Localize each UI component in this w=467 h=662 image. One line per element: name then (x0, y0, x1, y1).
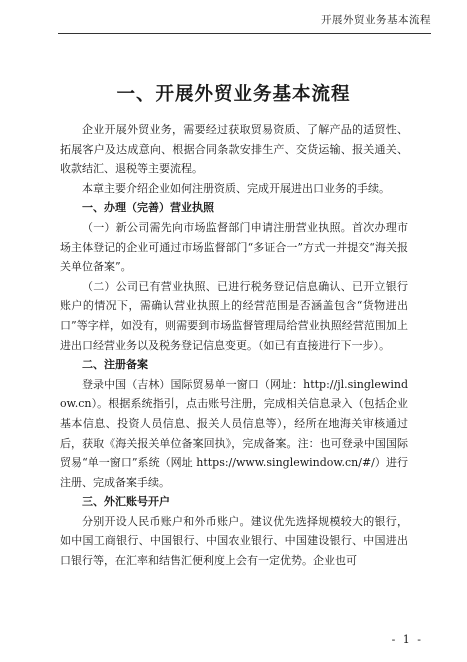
intro-paragraph: 企业开展外贸业务，需要经过获取贸易资质、了解产品的适贸性、拓展客户及达成意向、根据合同条款安排生产、交货运输、报关通关、收款结汇、退税等主要流程。 (60, 123, 408, 176)
intro-paragraph: 本章主要介绍企业如何注册资质、完成开展进出口业务的手续。 (82, 181, 390, 195)
header-divider (58, 33, 431, 34)
page-number: - 1 - (391, 633, 423, 646)
section-heading-business-license: 一、办理（完善）营业执照 (82, 201, 214, 215)
body-paragraph: 登录中国（吉林）国际贸易单一窗口（网址：http://jl.singlewindow.cn）。根据系统指引，点击账号注册，完成相关信息录入（包括企业基本信息、投资人员信息、报关人员信息等），经所在地海关审核通过后，获取《海关报关单位备案回执》，完成备案。注：也可登录中国国际贸易“单一窗口”系统（网址 https://www.singlewindow.cn/#/）进行注册、完成备案手续。 (60, 377, 408, 489)
section-heading-registration: 二、注册备案 (82, 358, 148, 372)
body-paragraph: 分别开设人民币账户和外币账户。建议优先选择规模较大的银行，如中国工商银行、中国银行、中国农业银行、中国建设银行、中国进出口银行等，在汇率和结售汇便利度上会有一定优势。企业也可 (60, 514, 408, 568)
section-heading-forex-account: 三、外汇账号开户 (82, 495, 170, 509)
body-paragraph: （二）公司已有营业执照、已进行税务登记信息确认、已开立银行账户的情况下，需确认营业执照上的经营范围是否涵盖包含“货物进出口”等字样，如没有，则需要到市场监督管理局给营业执照经营范围加上进出口经营业务以及税务登记信息变更。（如已有直接进行下一步）。 (60, 279, 408, 352)
document-body (60, 120, 408, 571)
page-title: 一、开展外贸业务基本流程 (116, 84, 351, 105)
body-paragraph: （一）新公司需先向市场监督部门申请注册营业执照。首次办理市场主体登记的企业可通过市场监督部门“多证合一”方式一并提交“海关报关单位备案”。 (60, 220, 408, 274)
running-header: 开展外贸业务基本流程 (321, 14, 431, 26)
